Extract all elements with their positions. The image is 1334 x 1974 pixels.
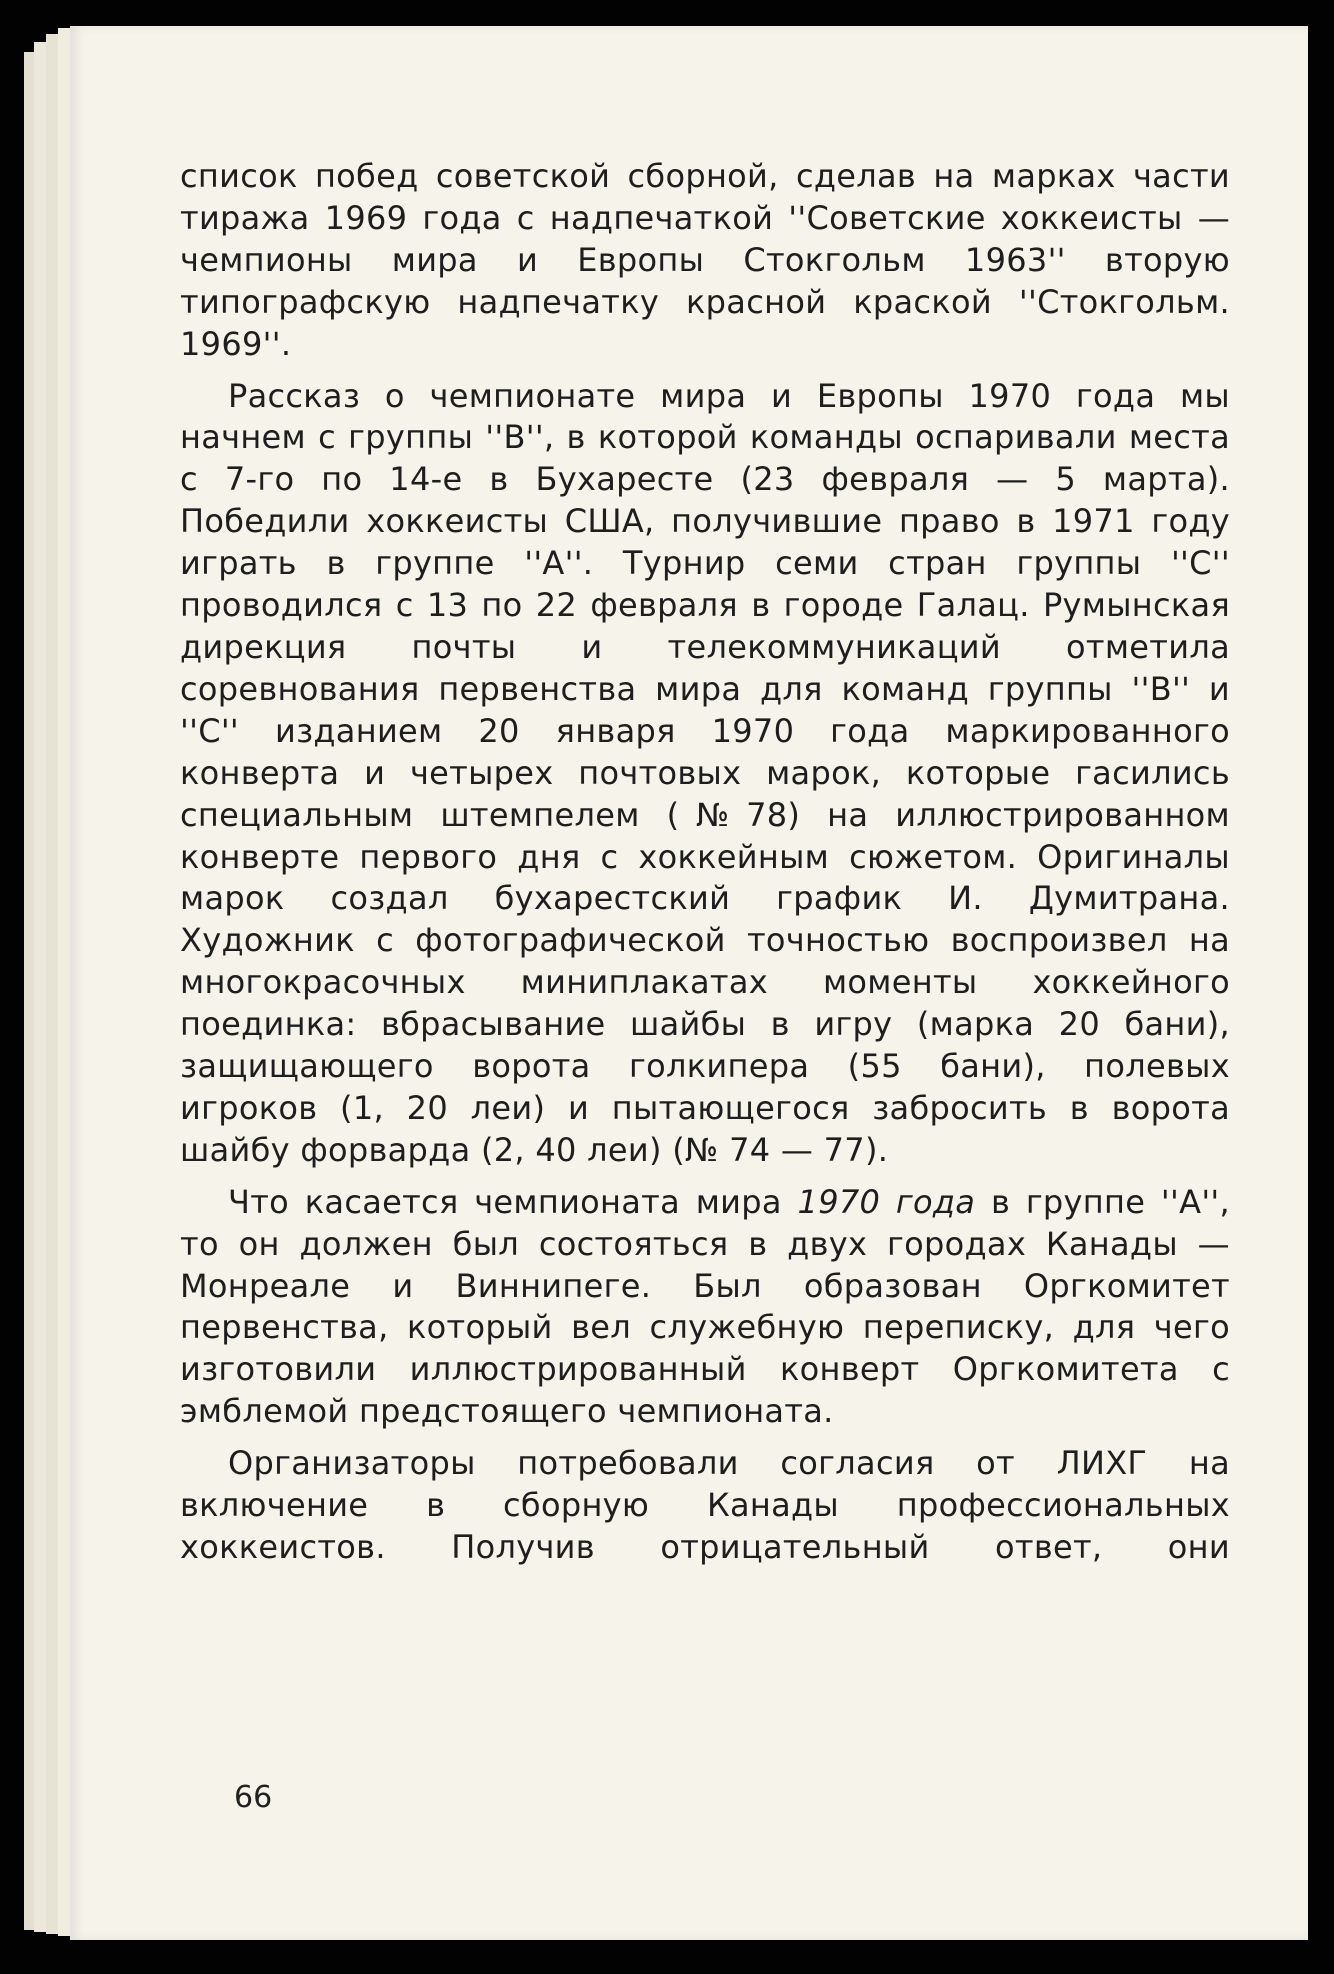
- paragraph: [180, 1182, 1230, 1433]
- paragraph-text: Что касается чемпионата мира: [228, 1182, 798, 1221]
- italic-text: 1970 года: [797, 1182, 976, 1221]
- paragraph: Рассказ о чемпионате мира и Европы 1970 года мы начнем с группы ''В'', в которой команды оспаривали места с 7-го по 14-е в Бухаресте (23 февраля — 5 марта). Победили хоккеисты США, получившие право в 1971 году играть в группе ''А''. Турнир семи стран группы ''С'' проводился с 13 по 22 февраля в городе Галац. Румынская дирекция почты и телекоммуникаций отметила соревнования первенства мира для команд группы ''В'' и ''С'' изданием 20 января 1970 года маркированного конверта и четырех почтовых марок, которые гасились специальным штемпелем (№78) на иллюстрированном конверте первого дня с хоккейным сюжетом. Оригиналы марок создал бухарестский график И. Думитрана. Художник с фотографической точностью воспроизвел на многокрасочных миниплакатах моменты хоккейного поединка: вбрасывание шайбы в игру (марка 20 бани), защищающего ворота голкипера (55 бани), полевых игроков (1, 20 леи) и пытающегося забросить в ворота шайбу форварда (2, 40 леи) (№ 74 — 77).: [180, 376, 1230, 1169]
- paragraph-text: в группе ''А'', то он должен был состояться в двух городах Канады — Монреале и Виннипеге. Был образован Оргкомитет первенства, который вел служебную переписку, для чего изготовили иллюстрированный конверт Оргкомитета с эмблемой предстоящего чемпионата.: [180, 1182, 1230, 1431]
- paragraph: список побед советской сборной, сделав на марках части тиража 1969 года с надпечаткой ''Советские хоккеисты — чемпионы мира и Европы Стокгольм 1963'' вторую типографскую надпечатку красной краской ''Стокгольм. 1969''.: [180, 157, 1230, 363]
- page-number: 66: [234, 1780, 273, 1815]
- paragraph: Организаторы потребовали согласия от ЛИХГ на включение в сборную Канады профессиональных хоккеистов. Получив отрицательный ответ, они: [180, 1444, 1230, 1566]
- page-text: [180, 156, 1230, 1579]
